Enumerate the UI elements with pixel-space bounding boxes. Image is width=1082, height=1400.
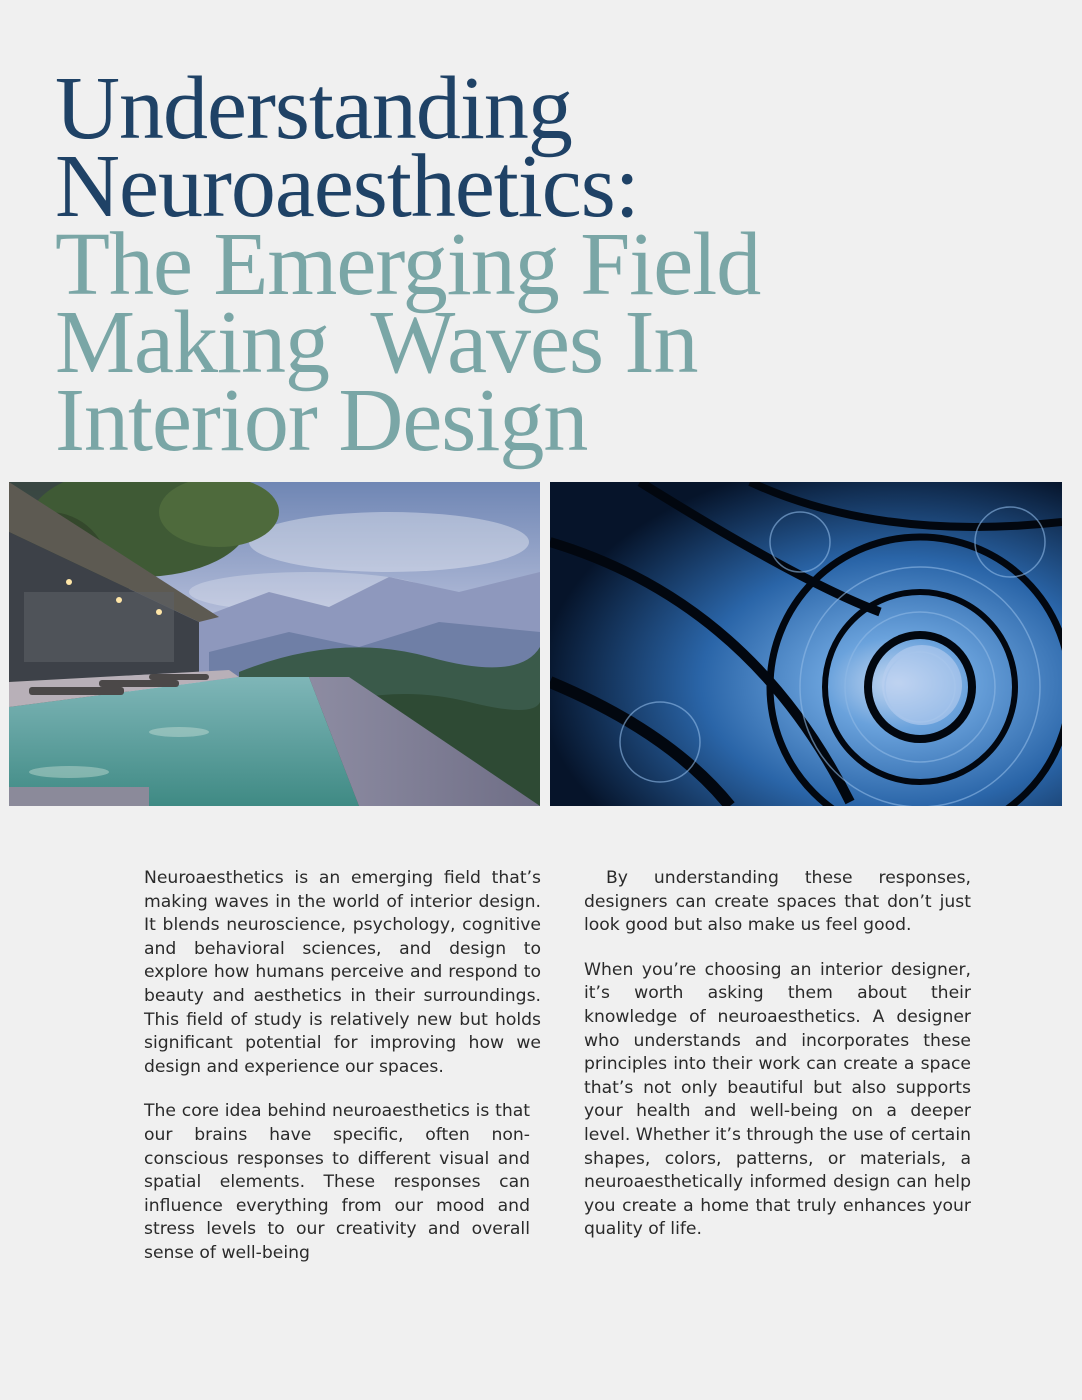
body-column-right bbox=[584, 867, 971, 1242]
fractal-spiral-illustration bbox=[550, 482, 1062, 806]
paragraph: Neuroaesthetics is an emerging field that’s making waves in the world of interior design. It blends neuroscience, psychology, cognitive and behavioral sciences, and design to explore how humans perceive and respond to beauty and aesthetics in their surroundings. This field of study is relatively new but holds significant potential for improving how we design and experience our spaces. bbox=[144, 868, 541, 1077]
paragraph: When you’re choosing an interior designer, it’s worth asking them about their knowledge of neuroaesthetics. A designer who understands and incorporates these principles into their work can create a space that’s not only beautiful but also supports your health and well-being on a deeper level. Whether it’s through the use of certain shapes, colors, patterns, or materials, a neuroaesthetically informed design can help you create a home that truly enhances your quality of life. bbox=[584, 959, 972, 1240]
paragraph: By understanding these responses, designers can create spaces that don’t just look good but also make us feel good. bbox=[584, 868, 971, 936]
title-line-4: Making Waves In bbox=[55, 293, 698, 392]
body-column-left bbox=[144, 867, 541, 1266]
fractal-art-image bbox=[550, 482, 1062, 806]
title-line-3: The Emerging Field bbox=[55, 215, 761, 314]
pool-landscape-illustration bbox=[9, 482, 540, 806]
page-title bbox=[55, 59, 1055, 470]
paragraph: The core idea behind neuroaesthetics is that our brains have specific, often non-conscious responses to different visual and spatial elements. These responses can influence everything from our mood and stress levels to our creativity and overall sense of well-being bbox=[144, 1101, 530, 1263]
title-line-1: Understanding bbox=[55, 59, 572, 158]
pool-landscape-image bbox=[9, 482, 540, 806]
title-line-2: Neuroaesthetics: bbox=[55, 137, 639, 236]
title-line-5: Interior Design bbox=[55, 371, 588, 470]
